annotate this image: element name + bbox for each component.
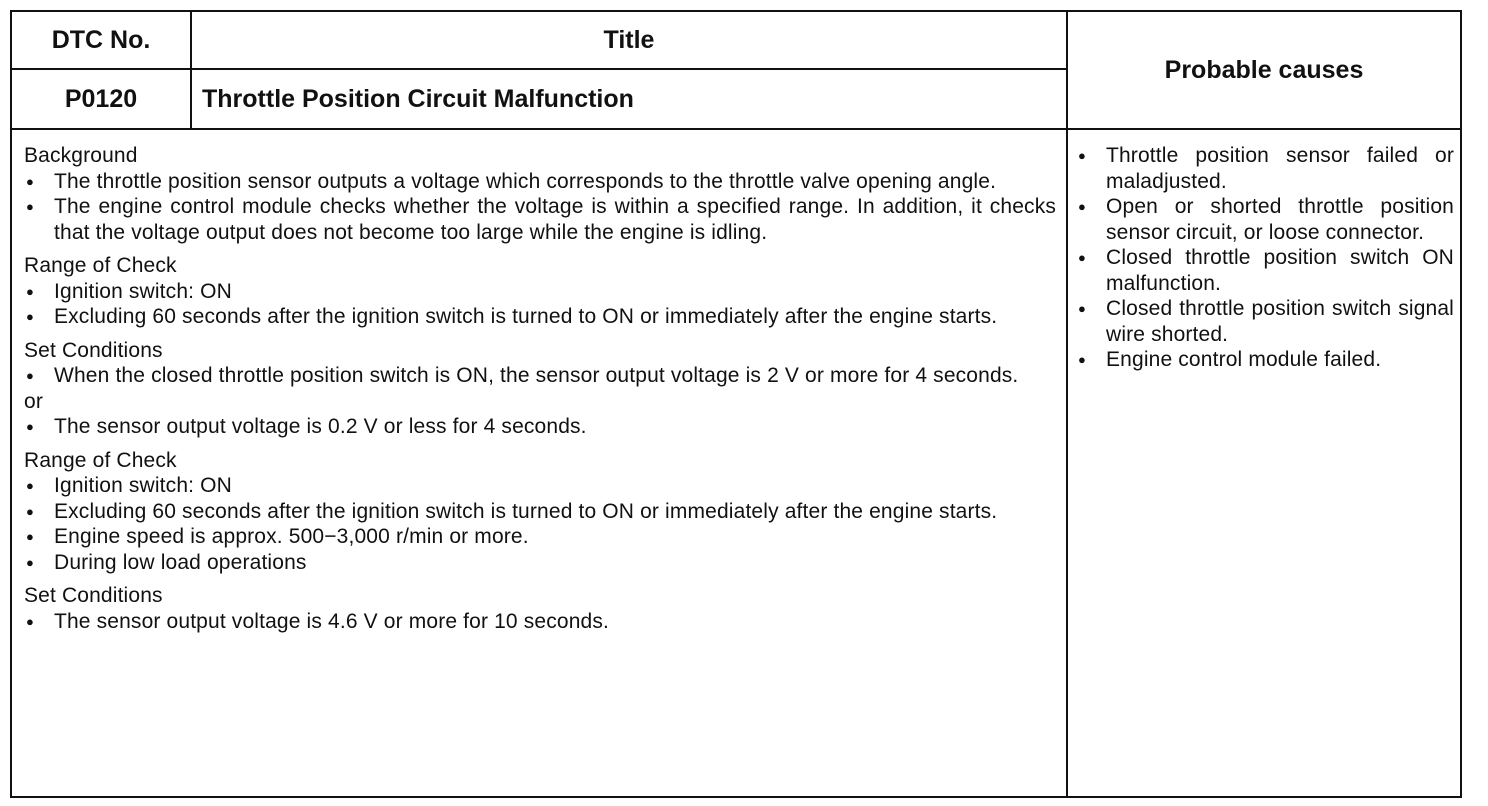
cause-item: ● Engine control module failed. bbox=[1076, 347, 1454, 373]
dtc-table bbox=[10, 10, 1462, 798]
title-header: Title bbox=[603, 25, 655, 54]
bullet-item: ● Excluding 60 seconds after the ignition switch is turned to ON or immediately after the engine starts. bbox=[24, 499, 1056, 525]
bullet-item: ● The sensor output voltage is 4.6 V or more for 10 seconds. bbox=[24, 609, 1056, 635]
bullet-item: ● When the closed throttle position switch is ON, the sensor output voltage is 2 V or more for 4 seconds. bbox=[24, 363, 1056, 389]
section-title: Background bbox=[24, 144, 138, 167]
cause-item: ● Closed throttle position switch ON malfunction. bbox=[1076, 245, 1454, 296]
bullet-item: ● Ignition switch: ON bbox=[24, 473, 1056, 499]
table-border-bottom bbox=[10, 796, 1462, 798]
bullet-item: ● The engine control module checks whether the voltage is within a specified range. In addition, it checks that the voltage output does not become too large while the engine is idling. bbox=[24, 194, 1056, 245]
causes-header: Probable causes bbox=[1164, 55, 1364, 84]
description-column bbox=[24, 143, 1056, 642]
cause-item: ● Throttle position sensor failed or maladjusted. bbox=[1076, 143, 1454, 194]
dtc-number: P0120 bbox=[64, 84, 138, 113]
bullet-item: ● Excluding 60 seconds after the ignition switch is turned to ON or immediately after the engine starts. bbox=[24, 304, 1056, 330]
bullet-item: ● Engine speed is approx. 500−3,000 r/min or more. bbox=[24, 524, 1056, 550]
section-title: Set Conditions bbox=[24, 584, 163, 607]
section-title: Set Conditions bbox=[24, 338, 163, 362]
probable-causes-column bbox=[1076, 143, 1454, 373]
description-section bbox=[24, 583, 1056, 634]
header-divider-bottom bbox=[10, 128, 1462, 130]
description-section bbox=[24, 448, 1056, 576]
description-section bbox=[24, 253, 1056, 330]
causes-column-divider bbox=[1066, 10, 1068, 798]
dtc-header: DTC No. bbox=[51, 25, 151, 54]
bullet-item: ● The throttle position sensor outputs a voltage which corresponds to the throttle valve opening angle. bbox=[24, 169, 1056, 195]
cause-item: ● Closed throttle position switch signal wire shorted. bbox=[1076, 296, 1454, 347]
bullet-item: ● Ignition switch: ON bbox=[24, 279, 1056, 305]
section-title: Range of Check bbox=[24, 448, 177, 472]
bullet-item: ● During low load operations bbox=[24, 550, 1056, 576]
section-title: Range of Check bbox=[24, 254, 177, 277]
connector-text: or bbox=[24, 389, 43, 413]
bullet-item: ● The sensor output voltage is 0.2 V or less for 4 seconds. bbox=[24, 414, 1056, 440]
cause-item: ● Open or shorted throttle position sensor circuit, or loose connector. bbox=[1076, 194, 1454, 245]
description-section bbox=[24, 143, 1056, 245]
description-section bbox=[24, 338, 1056, 440]
dtc-title: Throttle Position Circuit Malfunction bbox=[202, 84, 634, 113]
